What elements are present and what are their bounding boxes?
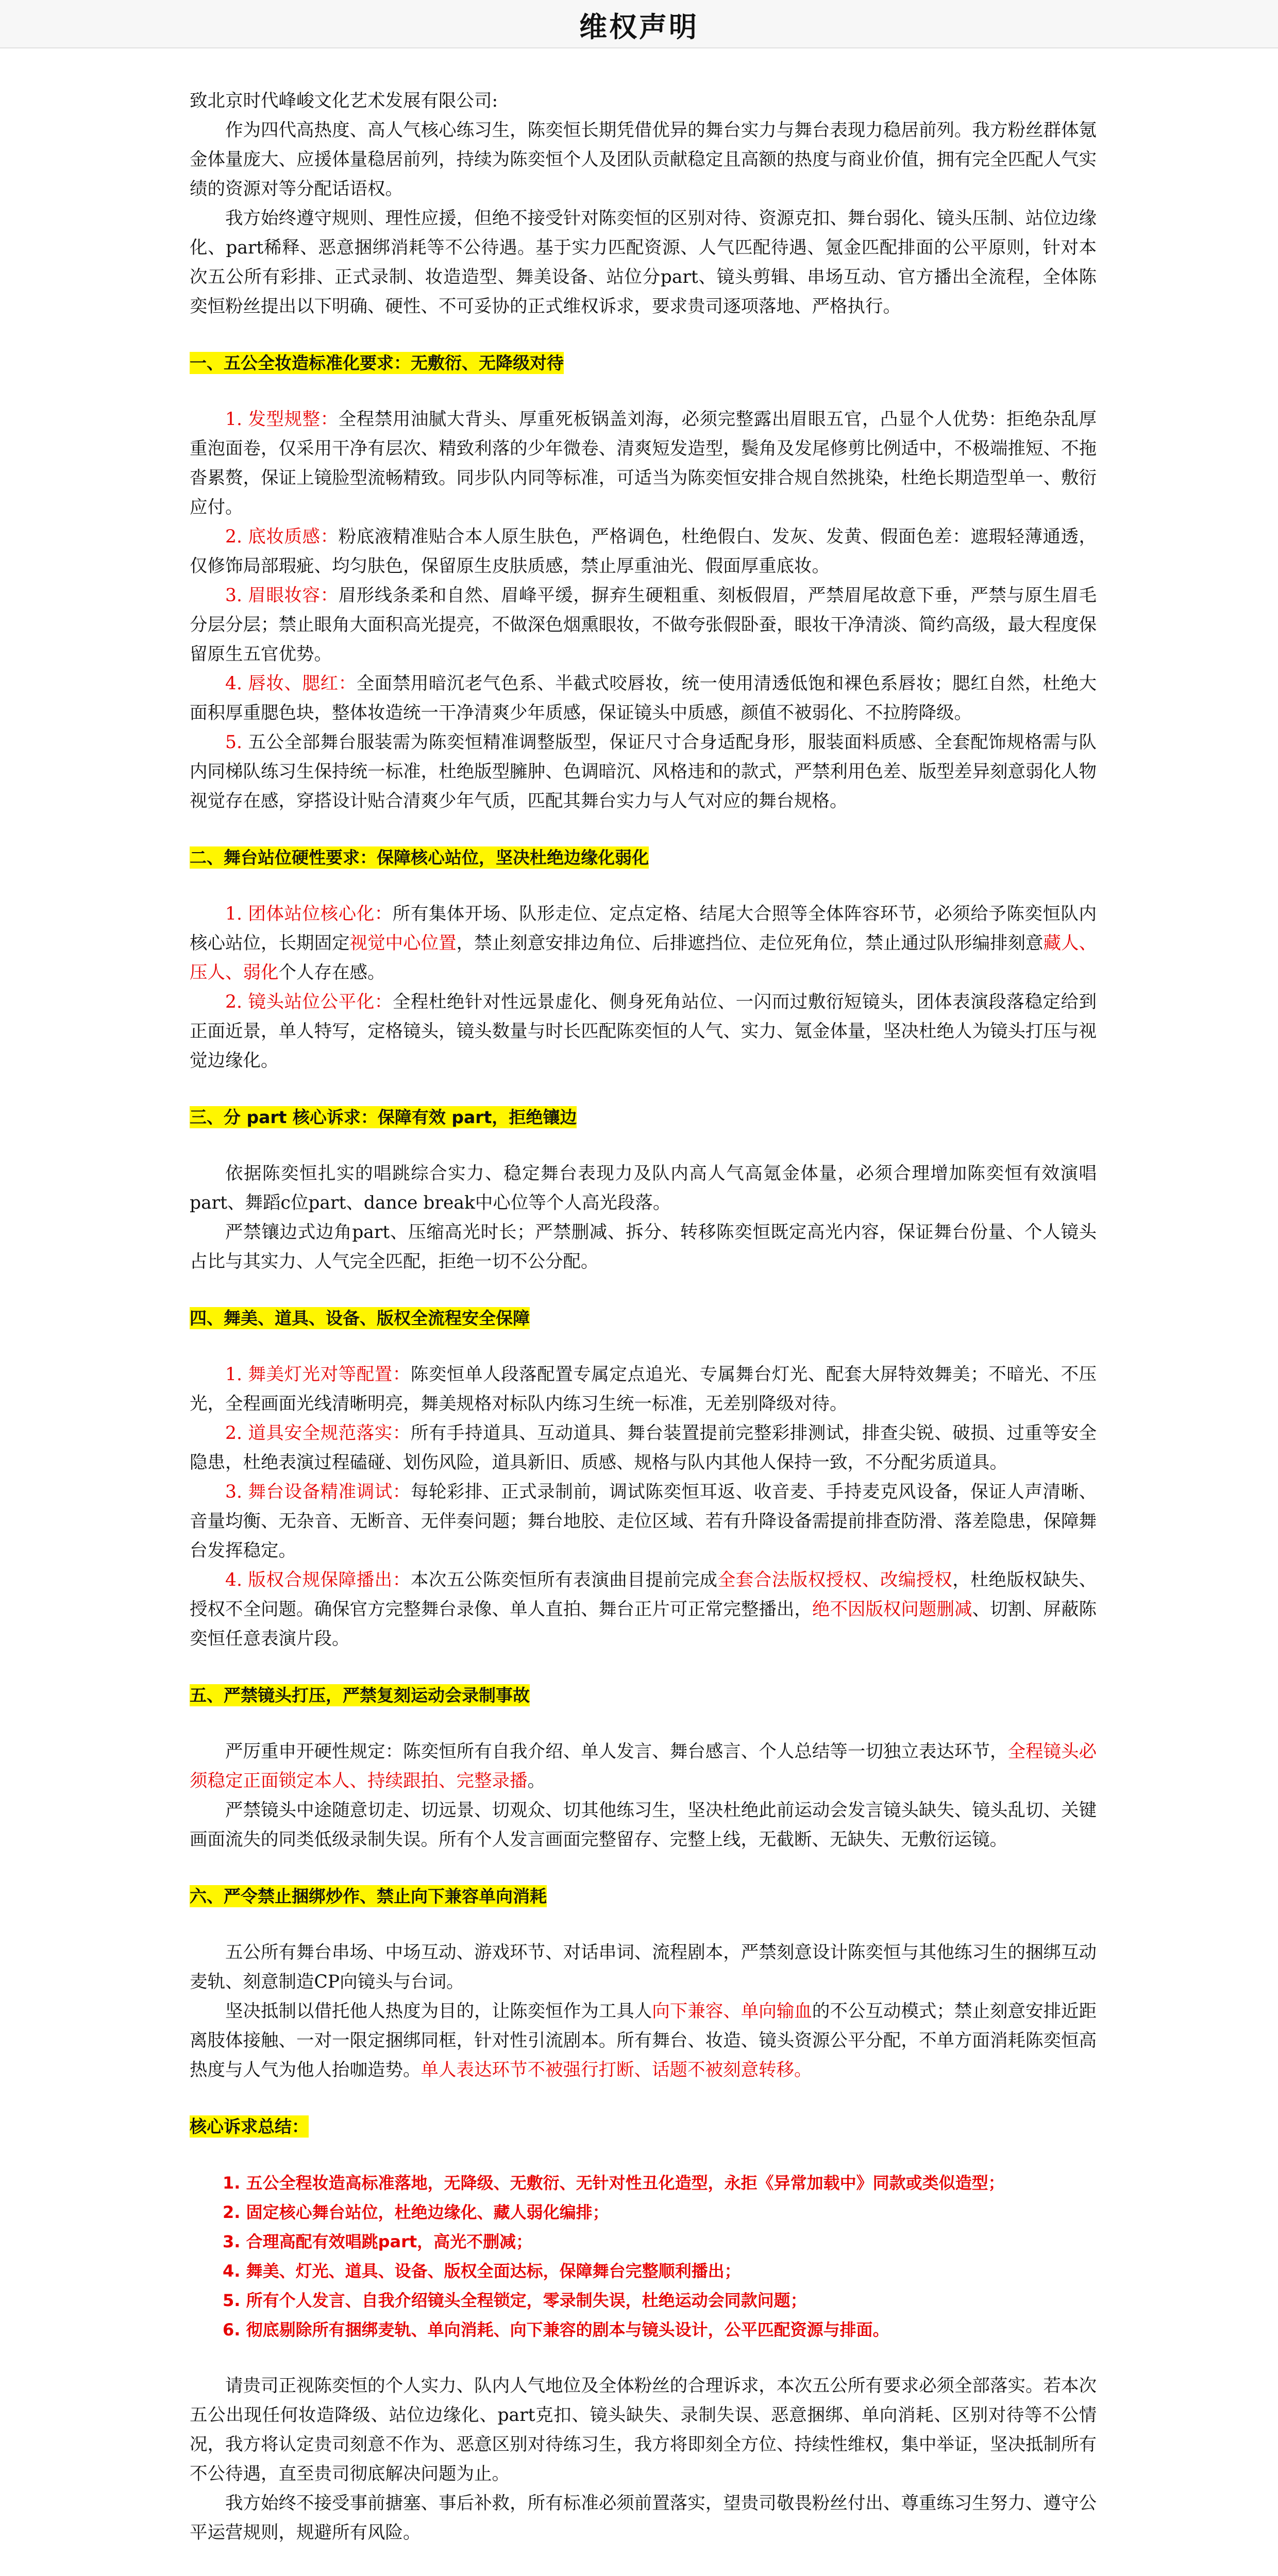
item-text: 所有手持道具、互动道具、舞台装置提前完整彩排测试，排查尖锐、破损、过重等安全隐患，杜绝表演过程磕碰、划伤风险，道具新旧、质感、规格与队内其他人保持一致，不分配劣质道具。 [190,1423,1097,1473]
item-label: 5. [225,732,248,753]
spacer [190,1654,1097,1681]
spacer [190,378,1097,405]
item-label: 3. 舞台设备精准调试： [225,1482,411,1502]
section-item [190,1566,1097,1654]
spacer [190,321,1097,348]
section-title [190,843,1097,873]
closing-paragraph: 我方始终不接受事前搪塞、事后补救，所有标准必须前置落实，望贵司敬畏粉丝付出、尊重练习生努力、遵守公平运营规则，规避所有风险。 [190,2493,1097,2543]
section-paragraph: 五公所有舞台串场、中场互动、游戏环节、对话串词、流程剧本，严禁刻意设计陈奕恒与其他练习生的捆绑互动麦轨、刻意制造CP向镜头与台词。 [190,1942,1097,1992]
item-text: 眉形线条柔和自然、眉峰平缓，摒弃生硬粗重、刻板假眉，严禁眉尾故意下垂，严禁与原生眉毛分层分层；禁止眼角大面积高光提亮，不做深色烟熏眼妆，不做夸张假卧蚕，眼妆干净清淡、简约高级，最大程度保留原生五官优势。 [190,585,1097,665]
summary-item: 2. 固定核心舞台站位，杜绝边缘化、藏人弱化编排； [223,2202,609,2222]
section-item [190,1360,1097,1419]
spacer [190,2142,1097,2168]
spacer [190,1076,1097,1103]
item-label: 2. 道具安全规范落实： [225,1423,411,1444]
item-label: 4. 版权合规保障播出： [225,1570,411,1590]
spacer [190,1710,1097,1737]
section-heading: 六、严令禁止捆绑炒作、禁止向下兼容单向消耗 [190,1886,547,1906]
section-title [190,1681,1097,1710]
section-item [190,900,1097,988]
item-label: 1. 团体站位核心化： [225,904,393,924]
item-text: 陈奕恒单人段落配置专属定点追光、专属舞台灯光、配套大屏特效舞美；不暗光、不压光，全程画面光线清晰明亮，舞美规格对标队内练习生统一标准，无差别降级对待。 [190,1364,1097,1414]
summary-item: 3. 合理高配有效唱跳part，高光不删减； [223,2232,533,2251]
section-item [190,669,1097,728]
spacer [190,2085,1097,2112]
spacer [190,1911,1097,1938]
spacer [190,2345,1097,2371]
item-label: 3. 眉眼妆容： [225,585,339,606]
item-label: 1. 舞美灯光对等配置： [225,1364,411,1385]
section-item [190,405,1097,522]
item-text: 五公全部舞台服装需为陈奕恒精准调整版型，保证尺寸合身适配身形，服装面料质感、全套配饰规格需与队内同梯队练习生保持统一标准，杜绝版型臃肿、色调暗沉、风格违和的款式，严禁利用色差、版型差异刻意弱化人物视觉存在感，穿搭设计贴合清爽少年气质，匹配其舞台实力与人气对应的舞台规格。 [190,732,1097,811]
section-item [190,522,1097,581]
section-paragraph: 严禁镶边式边角part、压缩高光时长；严禁删减、拆分、转移陈奕恒既定高光内容，保证舞台份量、个人镜头占比与其实力、人气完全匹配，拒绝一切不公分配。 [190,1222,1097,1272]
section-item [190,1419,1097,1478]
section-item [190,581,1097,669]
spacer [190,873,1097,900]
item-text: 全程杜绝针对性远景虚化、侧身死角站位、一闪而过敷衍短镜头，团体表演段落稳定给到正面近景，单人特写，定格镜头，镜头数量与时长匹配陈奕恒的人气、实力、氪金体量，坚决杜绝人为镜头打压与视觉边缘化。 [190,992,1097,1071]
item-label: 2. 底妆质感： [225,527,339,547]
section-heading: 核心诉求总结： [190,2116,309,2137]
section-heading: 四、舞美、道具、设备、版权全流程安全保障 [190,1308,530,1328]
section-paragraph: 依据陈奕恒扎实的唱跳综合实力、稳定舞台表现力及队内高人气高氪金体量，必须合理增加陈奕恒有效演唱part、舞蹈c位part、dance break中心位等个人高光段落。 [190,1163,1097,1213]
section-heading: 二、舞台站位硬性要求：保障核心站位，坚决杜绝边缘化弱化 [190,848,649,868]
summary-item: 6. 彻底剔除所有捆绑麦轨、单向消耗、向下兼容的剧本与镜头设计，公平匹配资源与排面。 [223,2320,889,2340]
item-text: 每轮彩排、正式录制前，调试陈奕恒耳返、收音麦、手持麦克风设备，保证人声清晰、音量均衡、无杂音、无断音、无伴奏问题；舞台地胶、走位区域、若有升降设备需提前排查防滑、落差隐患，保障舞台发挥稳定。 [190,1482,1097,1561]
item-text: 粉底液精准贴合本人原生肤色，严格调色，杜绝假白、发灰、发黄、假面色差：遮瑕轻薄通透，仅修饰局部瑕疵、均匀肤色，保留原生皮肤质感，禁止厚重油光、假面厚重底妆。 [190,527,1097,577]
item-text: 全程禁用油腻大背头、厚重死板锅盖刘海，必须完整露出眉眼五官，凸显个人优势：拒绝杂乱厚重泡面卷，仅采用干净有层次、精致利落的少年微卷、清爽短发造型，鬓角及发尾修剪比例适中，不极端推短、不拖沓累赘，保证上镜脸型流畅精致。同步队内同等标准，可适当为陈奕恒安排合规自然挑染，杜绝长期造型单一、敷衍应付。 [190,409,1097,518]
addressee: 致北京时代峰峻文化艺术发展有限公司: [190,91,498,111]
item-label: 2. 镜头站位公平化： [225,992,393,1012]
summary-list [190,2168,1097,2345]
section-title [190,1103,1097,1132]
title-bar [0,0,1278,48]
summary-item: 5. 所有个人发言、自我介绍镜头全程锁定，零录制失误，杜绝运动会同款问题； [223,2291,807,2310]
item-text: 全面禁用暗沉老气色系、半截式咬唇妆，统一使用清透低饱和裸色系唇妆；腮红自然，杜绝大面积厚重腮色块，整体妆造统一干净清爽少年质感，保证镜头中质感，颜值不被弱化、不拉胯降级。 [190,673,1097,723]
section-heading: 三、分 part 核心诉求：保障有效 part，拒绝镶边 [190,1107,577,1127]
intro-paragraph: 作为四代高热度、高人气核心练习生，陈奕恒长期凭借优异的舞台实力与舞台表现力稳居前列。我方粉丝群体氪金体量庞大、应援体量稳居前列，持续为陈奕恒个人及团队贡献稳定且高额的热度与商业价值，拥有完全匹配人气实绩的资源对等分配话语权。 [190,120,1097,199]
document-body [190,87,1097,2576]
intro-paragraph: 我方始终遵守规则、理性应援，但绝不接受针对陈奕恒的区别对待、资源克扣、舞台弱化、镜头压制、站位边缘化、part稀释、恶意捆绑消耗等不公待遇。基于实力匹配资源、人气匹配待遇、氪金匹配排面的公平原则，针对本次五公所有彩排、正式录制、妆造造型、舞美设备、站位分part、镜头剪辑、串场互动、官方播出全流程，全体陈奕恒粉丝提出以下明确、硬性、不可妥协的正式维权诉求，要求贵司逐项落地、严格执行。 [190,208,1097,317]
item-label: 1. 发型规整： [225,409,339,430]
spacer [190,2548,1097,2574]
summary-item: 1. 五公全程妆造高标准落地，无降级、无敷衍、无针对性丑化造型，永拒《异常加载中》同款或类似造型； [223,2173,1005,2193]
spacer [190,1333,1097,1360]
page-title: 维权声明 [579,11,699,43]
section-title [190,2112,1097,2142]
spacer [190,1277,1097,1303]
item-label: 4. 唇妆、腮红： [225,673,357,694]
section-item [190,728,1097,816]
section-paragraph: 严厉重申开硬性规定：陈奕恒所有自我介绍、单人发言、舞台感言、个人总结等一切独立表达环节，全程镜头必须稳定正面锁定本人、持续跟拍、完整录播。 [190,1741,1097,1791]
section-title [190,348,1097,378]
closing-paragraph: 请贵司正视陈奕恒的个人实力、队内人气地位及全体粉丝的合理诉求，本次五公所有要求必须全部落实。若本次五公出现任何妆造降级、站位边缘化、part克扣、镜头缺失、录制失误、恶意捆绑、单向消耗、区别对待等不公情况，我方将认定贵司刻意不作为、恶意区别对待练习生，我方将即刻全方位、持续性维权，集中举证，坚决抵制所有不公待遇，直至贵司彻底解决问题为止。 [190,2376,1097,2484]
item-text: 本次五公陈奕恒所有表演曲目提前完成全套合法版权授权、改编授权，杜绝版权缺失、授权不全问题。确保官方完整舞台录像、单人直拍、舞台正片可正常完整播出，绝不因版权问题删减、切割、屏蔽陈奕恒任意表演片段。 [190,1570,1097,1649]
spacer [190,1132,1097,1159]
summary-item: 4. 舞美、灯光、道具、设备、版权全面达标，保障舞台完整顺利播出； [223,2261,741,2281]
section-item [190,1478,1097,1566]
section-item [190,988,1097,1076]
spacer [190,1855,1097,1882]
item-text: 所有集体开场、队形走位、定点定格、结尾大合照等全体阵容环节，必须给予陈奕恒队内核心站位，长期固定视觉中心位置，禁止刻意安排边角位、后排遮挡位、走位死角位，禁止通过队形编排刻意藏人、压人、弱化个人存在感。 [190,904,1097,983]
section-paragraph: 严禁镜头中途随意切走、切远景、切观众、切其他练习生，坚决杜绝此前运动会发言镜头缺失、镜头乱切、关键画面流失的同类低级录制失误。所有个人发言画面完整留存、完整上线，无截断、无缺失、无敷衍运镜。 [190,1800,1097,1850]
section-heading: 五、严禁镜头打压，严禁复刻运动会录制事故 [190,1685,530,1705]
section-heading: 一、五公全妆造标准化要求：无敷衍、无降级对待 [190,353,564,373]
section-paragraph: 坚决抵制以借托他人热度为目的，让陈奕恒作为工具人向下兼容、单向输血的不公互动模式；禁止刻意安排近距离肢体接触、一对一限定捆绑同框，针对性引流剧本。所有舞台、妆造、镜头资源公平分配，不单方面消耗陈奕恒高热度与人气为他人抬咖造势。单人表达环节不被强行打断、话题不被刻意转移。 [190,2001,1097,2080]
section-title [190,1882,1097,1911]
spacer [190,816,1097,843]
section-title [190,1303,1097,1333]
